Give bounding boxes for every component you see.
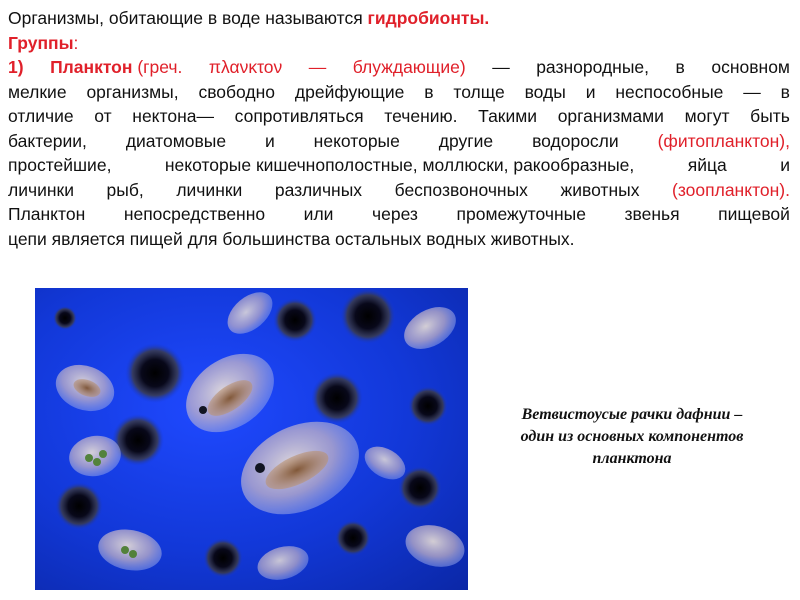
greek-word: πλανκτον — [208, 57, 283, 77]
word: диатомовые — [125, 130, 227, 151]
word: через — [371, 204, 418, 224]
word: мелкие — [8, 81, 67, 102]
caption-line-2: один из основных компонентов — [520, 428, 744, 445]
word: — — [492, 57, 510, 77]
word: дрейфующие — [294, 81, 405, 102]
word: Планктон — [8, 204, 86, 224]
word: бактерии, — [8, 130, 87, 151]
word: водоросли — [532, 130, 619, 151]
word: рыб, — [106, 179, 144, 200]
word: воды — [524, 81, 566, 102]
term-hydrobionts: гидробионты. — [367, 8, 490, 28]
word: толще — [453, 81, 505, 102]
word: организмы, — [86, 81, 179, 102]
word: от — [94, 106, 112, 126]
caption-line-1: Ветвистоусые рачки дафнии – — [521, 406, 743, 423]
meaning-word: блуждающие) — [352, 57, 466, 77]
word: звенья — [624, 204, 680, 224]
groups-label: Группы — [8, 32, 74, 53]
intro-text: Организмы, обитающие в воде называются — [8, 8, 368, 28]
line-8 — [8, 178, 790, 203]
word: организмами — [557, 106, 664, 126]
word: могут — [684, 106, 730, 126]
word: различных — [274, 179, 363, 200]
main-paragraph — [8, 6, 790, 251]
urchin-organism — [340, 288, 396, 344]
plankton-illustration — [35, 288, 468, 590]
daphnia-organism — [254, 541, 313, 585]
word: отличие — [8, 106, 74, 126]
word: непосредственно — [123, 204, 266, 224]
urchin-organism — [311, 372, 363, 424]
word: беспозвоночных — [394, 179, 528, 200]
greek-prefix: (греч. — [137, 57, 183, 77]
word: простейшие, — [8, 155, 112, 175]
daphnia-organism — [49, 357, 120, 419]
urchin-organism — [273, 298, 317, 342]
line-9 — [8, 202, 790, 227]
word: в — [675, 57, 685, 77]
word: пищевой — [718, 204, 790, 224]
word: неспособные — [615, 81, 724, 102]
word: быть — [750, 106, 790, 126]
word: промежуточные — [456, 204, 586, 224]
line-3 — [8, 55, 790, 80]
word: в — [780, 81, 790, 102]
line-6 — [8, 129, 790, 154]
word: некоторые — [313, 130, 400, 151]
word: личинки — [8, 179, 74, 200]
photo-caption — [482, 404, 782, 470]
plankton-photo — [35, 288, 468, 590]
word: сопротивляться — [234, 106, 364, 126]
word: разнородные, — [536, 57, 650, 77]
word-group: некоторые кишечнополостные, моллюски, ракообразные, — [164, 155, 635, 175]
word: в — [424, 81, 434, 102]
urchin-organism — [335, 520, 371, 556]
word: Такими — [478, 106, 538, 126]
word: или — [303, 204, 334, 224]
word: — — [743, 81, 761, 102]
daphnia-organism — [226, 404, 374, 533]
greek-dash: — — [308, 57, 327, 77]
urchin-organism — [408, 386, 448, 426]
caption-line-3: планктона — [592, 450, 672, 467]
word: основном — [711, 57, 790, 77]
daphnia-organism — [397, 298, 463, 357]
term-phytoplankton: (фитопланктон), — [657, 130, 790, 151]
word: другие — [438, 130, 494, 151]
plankton-term: Планктон — [50, 57, 133, 77]
word: яйца — [687, 155, 727, 175]
line-7 — [8, 153, 790, 178]
line-2 — [8, 31, 790, 56]
line-1 — [8, 6, 790, 31]
daphnia-organism — [401, 519, 468, 573]
groups-colon: : — [73, 32, 79, 53]
daphnia-organism — [220, 288, 280, 342]
word: и — [780, 155, 790, 175]
line-5 — [8, 104, 790, 129]
line-4 — [8, 80, 790, 105]
word: и — [264, 130, 275, 151]
urchin-organism — [53, 306, 77, 330]
word: нектона— — [132, 106, 214, 126]
word: личинки — [176, 179, 243, 200]
plankton-term-group — [50, 55, 182, 80]
urchin-organism — [55, 482, 103, 530]
term-zooplankton: (зоопланктон). — [672, 179, 790, 200]
word: животных — [560, 179, 640, 200]
word: течению. — [384, 106, 458, 126]
item-number: 1) — [8, 57, 24, 77]
daphnia-organism — [171, 338, 289, 449]
urchin-organism — [203, 538, 243, 578]
urchin-organism — [125, 343, 185, 403]
daphnia-organism — [95, 525, 165, 576]
word: свободно — [198, 81, 276, 102]
word: и — [585, 81, 596, 102]
line-10: цепи является пищей для большинства остальных водных животных. — [8, 228, 575, 249]
